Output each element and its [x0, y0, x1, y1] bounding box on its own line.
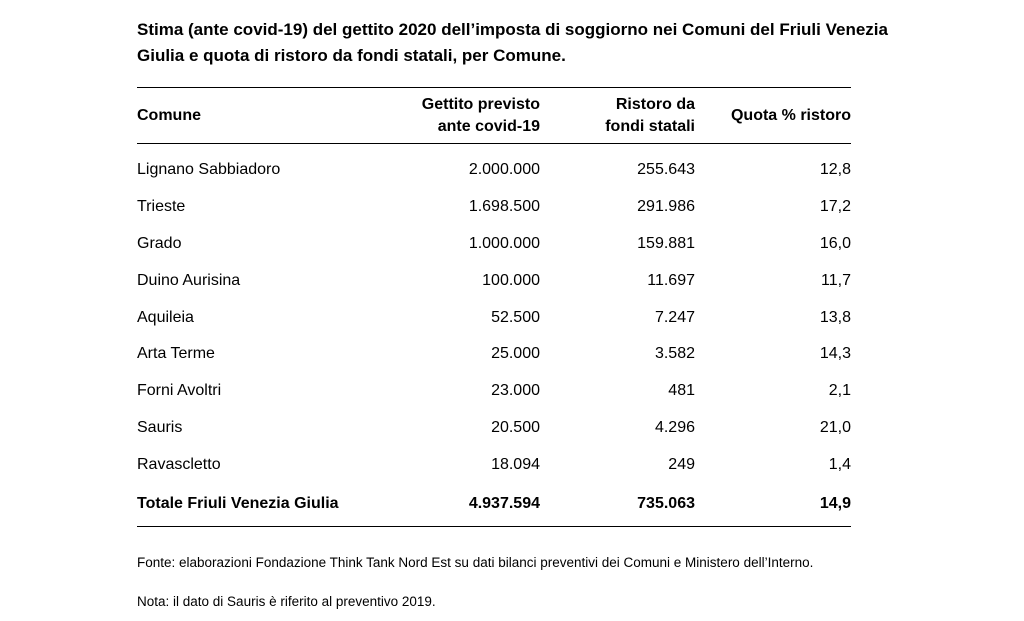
- cell-quota: 11,7: [821, 271, 851, 289]
- cell-ristoro: 4.296: [654, 418, 695, 436]
- cell-quota: 12,8: [819, 161, 851, 179]
- total-gettito: 4.937.594: [468, 495, 540, 513]
- cell-comune: Ravascletto: [137, 455, 221, 473]
- cell-ristoro: 481: [668, 382, 695, 400]
- cell-gettito: 52.500: [491, 308, 540, 326]
- cell-quota: 14,3: [819, 345, 851, 363]
- cell-ristoro: 249: [668, 455, 695, 473]
- cell-comune: Trieste: [137, 198, 186, 216]
- cell-quota: 16,0: [819, 234, 851, 252]
- header-gettito-line2: ante covid-19: [437, 117, 540, 135]
- cell-comune: Sauris: [137, 418, 183, 436]
- table-row: [137, 226, 851, 263]
- footnote: Nota: il dato di Sauris è riferito al preventivo 2019.: [137, 594, 436, 609]
- source-note: Fonte: elaborazioni Fondazione Think Tank Nord Est su dati bilanci preventivi dei Comuni e Ministero dell’Interno.: [137, 555, 814, 570]
- cell-quota: 21,0: [819, 418, 851, 436]
- cell-ristoro: 159.881: [637, 234, 695, 252]
- table-row: [137, 373, 851, 410]
- header-ristoro-line1: Ristoro da: [615, 95, 695, 113]
- table-bottom-rule: [137, 526, 851, 527]
- cell-quota: 13,8: [819, 308, 851, 326]
- total-comune: Totale Friuli Venezia Giulia: [137, 495, 339, 513]
- header-ristoro-line2: fondi statali: [605, 117, 695, 135]
- cell-quota: 1,4: [828, 455, 851, 473]
- cell-comune: Aquileia: [137, 308, 194, 326]
- table-total-row: [137, 483, 851, 525]
- header-ristoro: [540, 88, 695, 143]
- table-body: [137, 143, 851, 525]
- table-row: [137, 262, 851, 299]
- cell-gettito: 23.000: [491, 382, 540, 400]
- header-quota: Quota % ristoro: [730, 106, 851, 124]
- table-header: [137, 88, 851, 143]
- cell-quota: 2,1: [828, 382, 851, 400]
- table-title: Stima (ante covid-19) del gettito 2020 dell’imposta di soggiorno nei Comuni del Friuli Venezia Giulia e quota di ristoro da fondi statali, per Comune.: [137, 20, 888, 65]
- cell-ristoro: 291.986: [637, 198, 695, 216]
- table-row: [137, 410, 851, 447]
- cell-ristoro: 3.582: [654, 345, 695, 363]
- cell-ristoro: 255.643: [637, 161, 695, 179]
- table-row: [137, 189, 851, 226]
- header-gettito-line1: Gettito previsto: [421, 95, 540, 113]
- total-quota: 14,9: [819, 495, 851, 513]
- cell-ristoro: 11.697: [647, 271, 695, 289]
- cell-gettito: 100.000: [482, 271, 540, 289]
- table-row: [137, 446, 851, 483]
- cell-comune: Arta Terme: [137, 345, 215, 363]
- data-table: [137, 88, 851, 525]
- header-gettito: [397, 88, 540, 143]
- cell-comune: Forni Avoltri: [137, 382, 222, 400]
- cell-gettito: 1.698.500: [468, 198, 540, 216]
- header-comune: Comune: [137, 106, 201, 124]
- cell-comune: Duino Aurisina: [137, 271, 241, 289]
- cell-gettito: 2.000.000: [468, 161, 540, 179]
- cell-comune: Lignano Sabbiadoro: [137, 161, 281, 179]
- table-row: [137, 143, 851, 189]
- cell-comune: Grado: [137, 234, 182, 252]
- total-ristoro: 735.063: [637, 495, 695, 513]
- cell-gettito: 20.500: [491, 418, 540, 436]
- cell-ristoro: 7.247: [654, 308, 695, 326]
- cell-gettito: 1.000.000: [468, 234, 540, 252]
- table-row: [137, 299, 851, 336]
- cell-gettito: 25.000: [491, 345, 540, 363]
- table-row: [137, 336, 851, 373]
- cell-gettito: 18.094: [491, 455, 540, 473]
- cell-quota: 17,2: [819, 198, 851, 216]
